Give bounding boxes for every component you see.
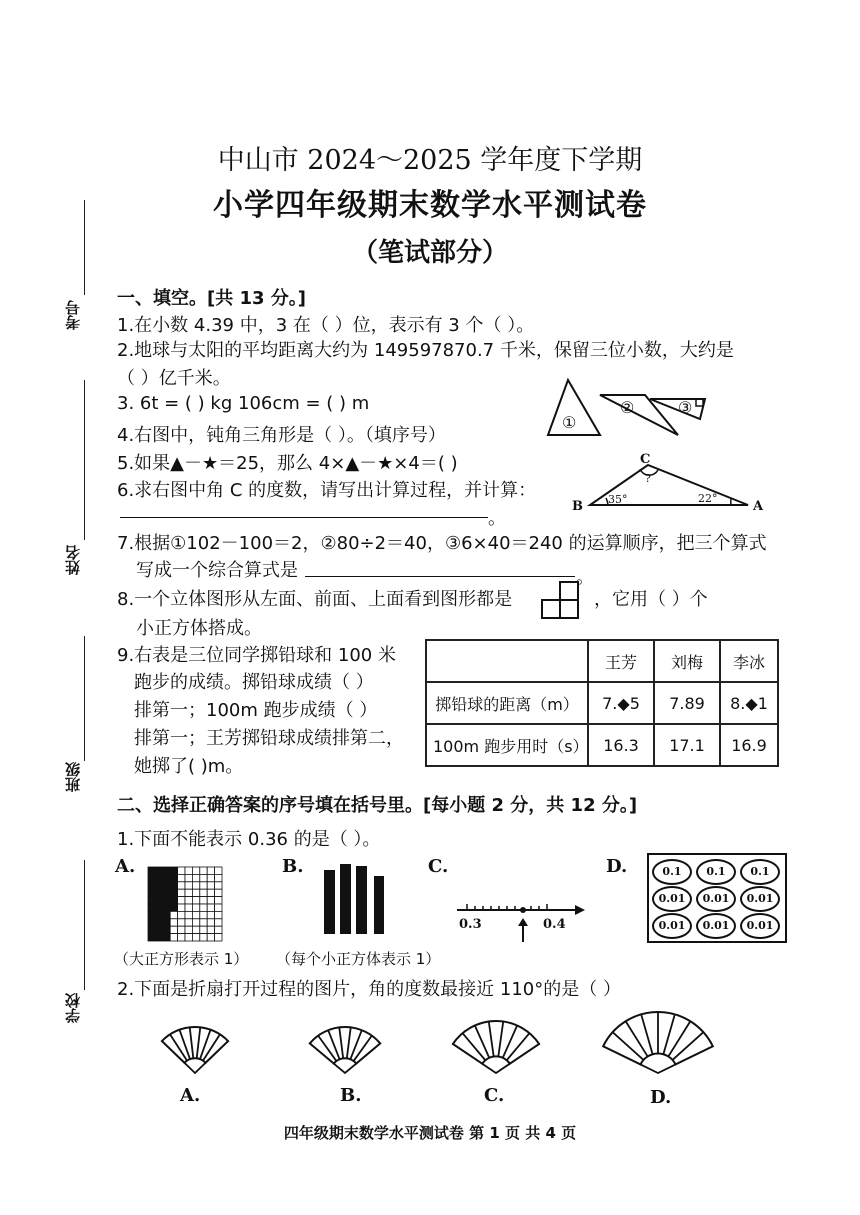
triangle-1-label: ① bbox=[562, 413, 577, 432]
numberline-left-label: 0.3 bbox=[459, 917, 482, 932]
option-a-grid bbox=[147, 866, 223, 942]
option-b-label: B. bbox=[282, 856, 304, 877]
triangles-figure bbox=[540, 375, 720, 440]
coin-tenth: 0.1 bbox=[740, 859, 780, 885]
question-1-7-cont: 写成一个综合算式是 bbox=[136, 560, 298, 581]
table-header-cell: 王芳 bbox=[588, 640, 654, 682]
exam-title: 小学四年级期末数学水平测试卷 bbox=[213, 188, 647, 223]
question-1-7: 7.根据①102－100＝2，②80÷2＝40，③6×40＝240 的运算顺序，把三个算式 bbox=[117, 533, 767, 554]
view-shape-icon bbox=[540, 580, 584, 620]
question-1-9-line5: 她掷了( )m。 bbox=[134, 756, 244, 777]
question-1-8-cont: 小正方体搭成。 bbox=[136, 618, 262, 639]
answer-line-q7 bbox=[305, 576, 575, 577]
binding-line-exam-no bbox=[84, 200, 85, 295]
option-b-bars bbox=[322, 862, 392, 936]
table-header-cell: 刘梅 bbox=[654, 640, 720, 682]
table-cell: 7.89 bbox=[654, 682, 720, 724]
question-1-8-blank: ，它用（ ）个 bbox=[594, 589, 708, 610]
label-exam-no: 考号 bbox=[64, 300, 82, 330]
question-1-6: 6.求右图中角 C 的度数，请写出计算过程，并计算： bbox=[117, 480, 537, 501]
question-1-9-line1: 9.右表是三位同学掷铅球和 100 米 bbox=[117, 645, 396, 666]
exam-subtitle: （笔试部分） bbox=[351, 238, 508, 268]
question-1-9-line4: 排第一；王芳掷铅球成绩排第二， bbox=[134, 728, 404, 749]
question-1-9-line3: 排第一；100m 跑步成绩（ ） bbox=[134, 700, 378, 721]
binding-line-name bbox=[84, 380, 85, 540]
vertex-b-label: B bbox=[572, 499, 583, 512]
question-1-3: 3. 6t = ( ) kg 106cm = ( ) m bbox=[117, 393, 370, 414]
table-cell: 16.3 bbox=[588, 724, 654, 766]
table-cell: 7.◆5 bbox=[588, 682, 654, 724]
coin-hundredth: 0.01 bbox=[652, 886, 692, 912]
table-header-row bbox=[426, 640, 778, 682]
triangle-abc-figure bbox=[568, 450, 768, 512]
caption-option-a: （大正方形表示 1） bbox=[114, 950, 249, 968]
label-school: 学校 bbox=[64, 993, 82, 1023]
vertex-c-label: C bbox=[640, 452, 651, 467]
question-1-8: 8.一个立体图形从左面、前面、上面看到图形都是 bbox=[117, 589, 513, 610]
coin-tenth: 0.1 bbox=[652, 859, 692, 885]
table-cell: 17.1 bbox=[654, 724, 720, 766]
question-1-9-line2: 跑步的成绩。掷铅球成绩（ ） bbox=[134, 672, 374, 693]
numberline-right-label: 0.4 bbox=[543, 917, 566, 932]
fan-option-c bbox=[440, 1010, 552, 1077]
question-1-4: 4.右图中，钝角三角形是（ ）。（填序号） bbox=[117, 425, 446, 446]
page-footer: 四年级期末数学水平测试卷 第 1 页 共 4 页 bbox=[283, 1124, 577, 1142]
fan-option-c-label: C. bbox=[484, 1085, 505, 1106]
triangle-2 bbox=[600, 395, 678, 435]
triangle-2-label: ② bbox=[620, 398, 635, 417]
fan-option-d bbox=[588, 1008, 728, 1077]
triangle-3-label: ③ bbox=[678, 398, 693, 417]
angle-b-label: 35° bbox=[608, 493, 628, 506]
question-1-6-end: 。 bbox=[488, 508, 506, 529]
option-d-coins bbox=[647, 853, 787, 943]
label-class: 班级 bbox=[64, 762, 82, 792]
binding-line-school bbox=[84, 860, 85, 990]
table-cell: 16.9 bbox=[720, 724, 778, 766]
option-c-label: C. bbox=[428, 856, 449, 877]
vertex-a-label: A bbox=[753, 499, 764, 512]
score-table bbox=[425, 639, 779, 767]
section1-heading: 一、填空。[共 13 分。] bbox=[117, 288, 307, 309]
question-2-2: 2.下面是折扇打开过程的图片，角的度数最接近 110°的是（ ） bbox=[117, 979, 621, 1000]
table-cell: 掷铅球的距离（m） bbox=[426, 682, 588, 724]
question-1-2-cont: （ ）亿千米。 bbox=[117, 368, 231, 389]
coin-hundredth: 0.01 bbox=[696, 886, 736, 912]
exam-header-line1: 中山市 2024～2025 学年度下学期 bbox=[217, 145, 643, 176]
question-2-1: 1.下面不能表示 0.36 的是（ ）。 bbox=[117, 829, 381, 850]
label-name: 姓名 bbox=[64, 545, 82, 575]
question-1-5: 5.如果▲－★＝25，那么 4×▲－★×4＝( ) bbox=[117, 453, 458, 474]
angle-c-unknown: ? bbox=[645, 472, 651, 485]
fan-option-a bbox=[145, 1015, 245, 1077]
question-1-1: 1.在小数 4.39 中，3 在（ ）位，表示有 3 个（ ）。 bbox=[117, 315, 535, 336]
coin-hundredth: 0.01 bbox=[696, 913, 736, 939]
table-row bbox=[426, 724, 778, 766]
table-header-cell: 李冰 bbox=[720, 640, 778, 682]
option-d-label: D. bbox=[606, 856, 628, 877]
coin-hundredth: 0.01 bbox=[652, 913, 692, 939]
answer-line-q6 bbox=[120, 517, 488, 518]
angle-a-label: 22° bbox=[698, 492, 718, 505]
fan-option-b bbox=[295, 1012, 395, 1077]
table-cell: 8.◆1 bbox=[720, 682, 778, 724]
binding-line-class bbox=[84, 636, 85, 761]
coin-hundredth: 0.01 bbox=[740, 886, 780, 912]
option-c-numberline bbox=[455, 896, 587, 946]
fan-option-a-label: A. bbox=[180, 1085, 201, 1106]
fan-option-b-label: B. bbox=[340, 1085, 362, 1106]
coin-tenth: 0.1 bbox=[696, 859, 736, 885]
caption-option-b: （每个小正方体表示 1） bbox=[276, 950, 441, 968]
question-1-2: 2.地球与太阳的平均距离大约为 149597870.7 千米，保留三位小数，大约是 bbox=[117, 340, 734, 361]
section2-heading: 二、选择正确答案的序号填在括号里。[每小题 2 分，共 12 分。] bbox=[117, 795, 638, 816]
table-header-cell bbox=[426, 640, 588, 682]
option-a-label: A. bbox=[115, 856, 136, 877]
right-angle-mark bbox=[696, 399, 703, 406]
table-cell: 100m 跑步用时（s） bbox=[426, 724, 588, 766]
table-row bbox=[426, 682, 778, 724]
fan-option-d-label: D. bbox=[650, 1087, 672, 1108]
coin-hundredth: 0.01 bbox=[740, 913, 780, 939]
question-1-7-end: 。 bbox=[576, 567, 594, 588]
